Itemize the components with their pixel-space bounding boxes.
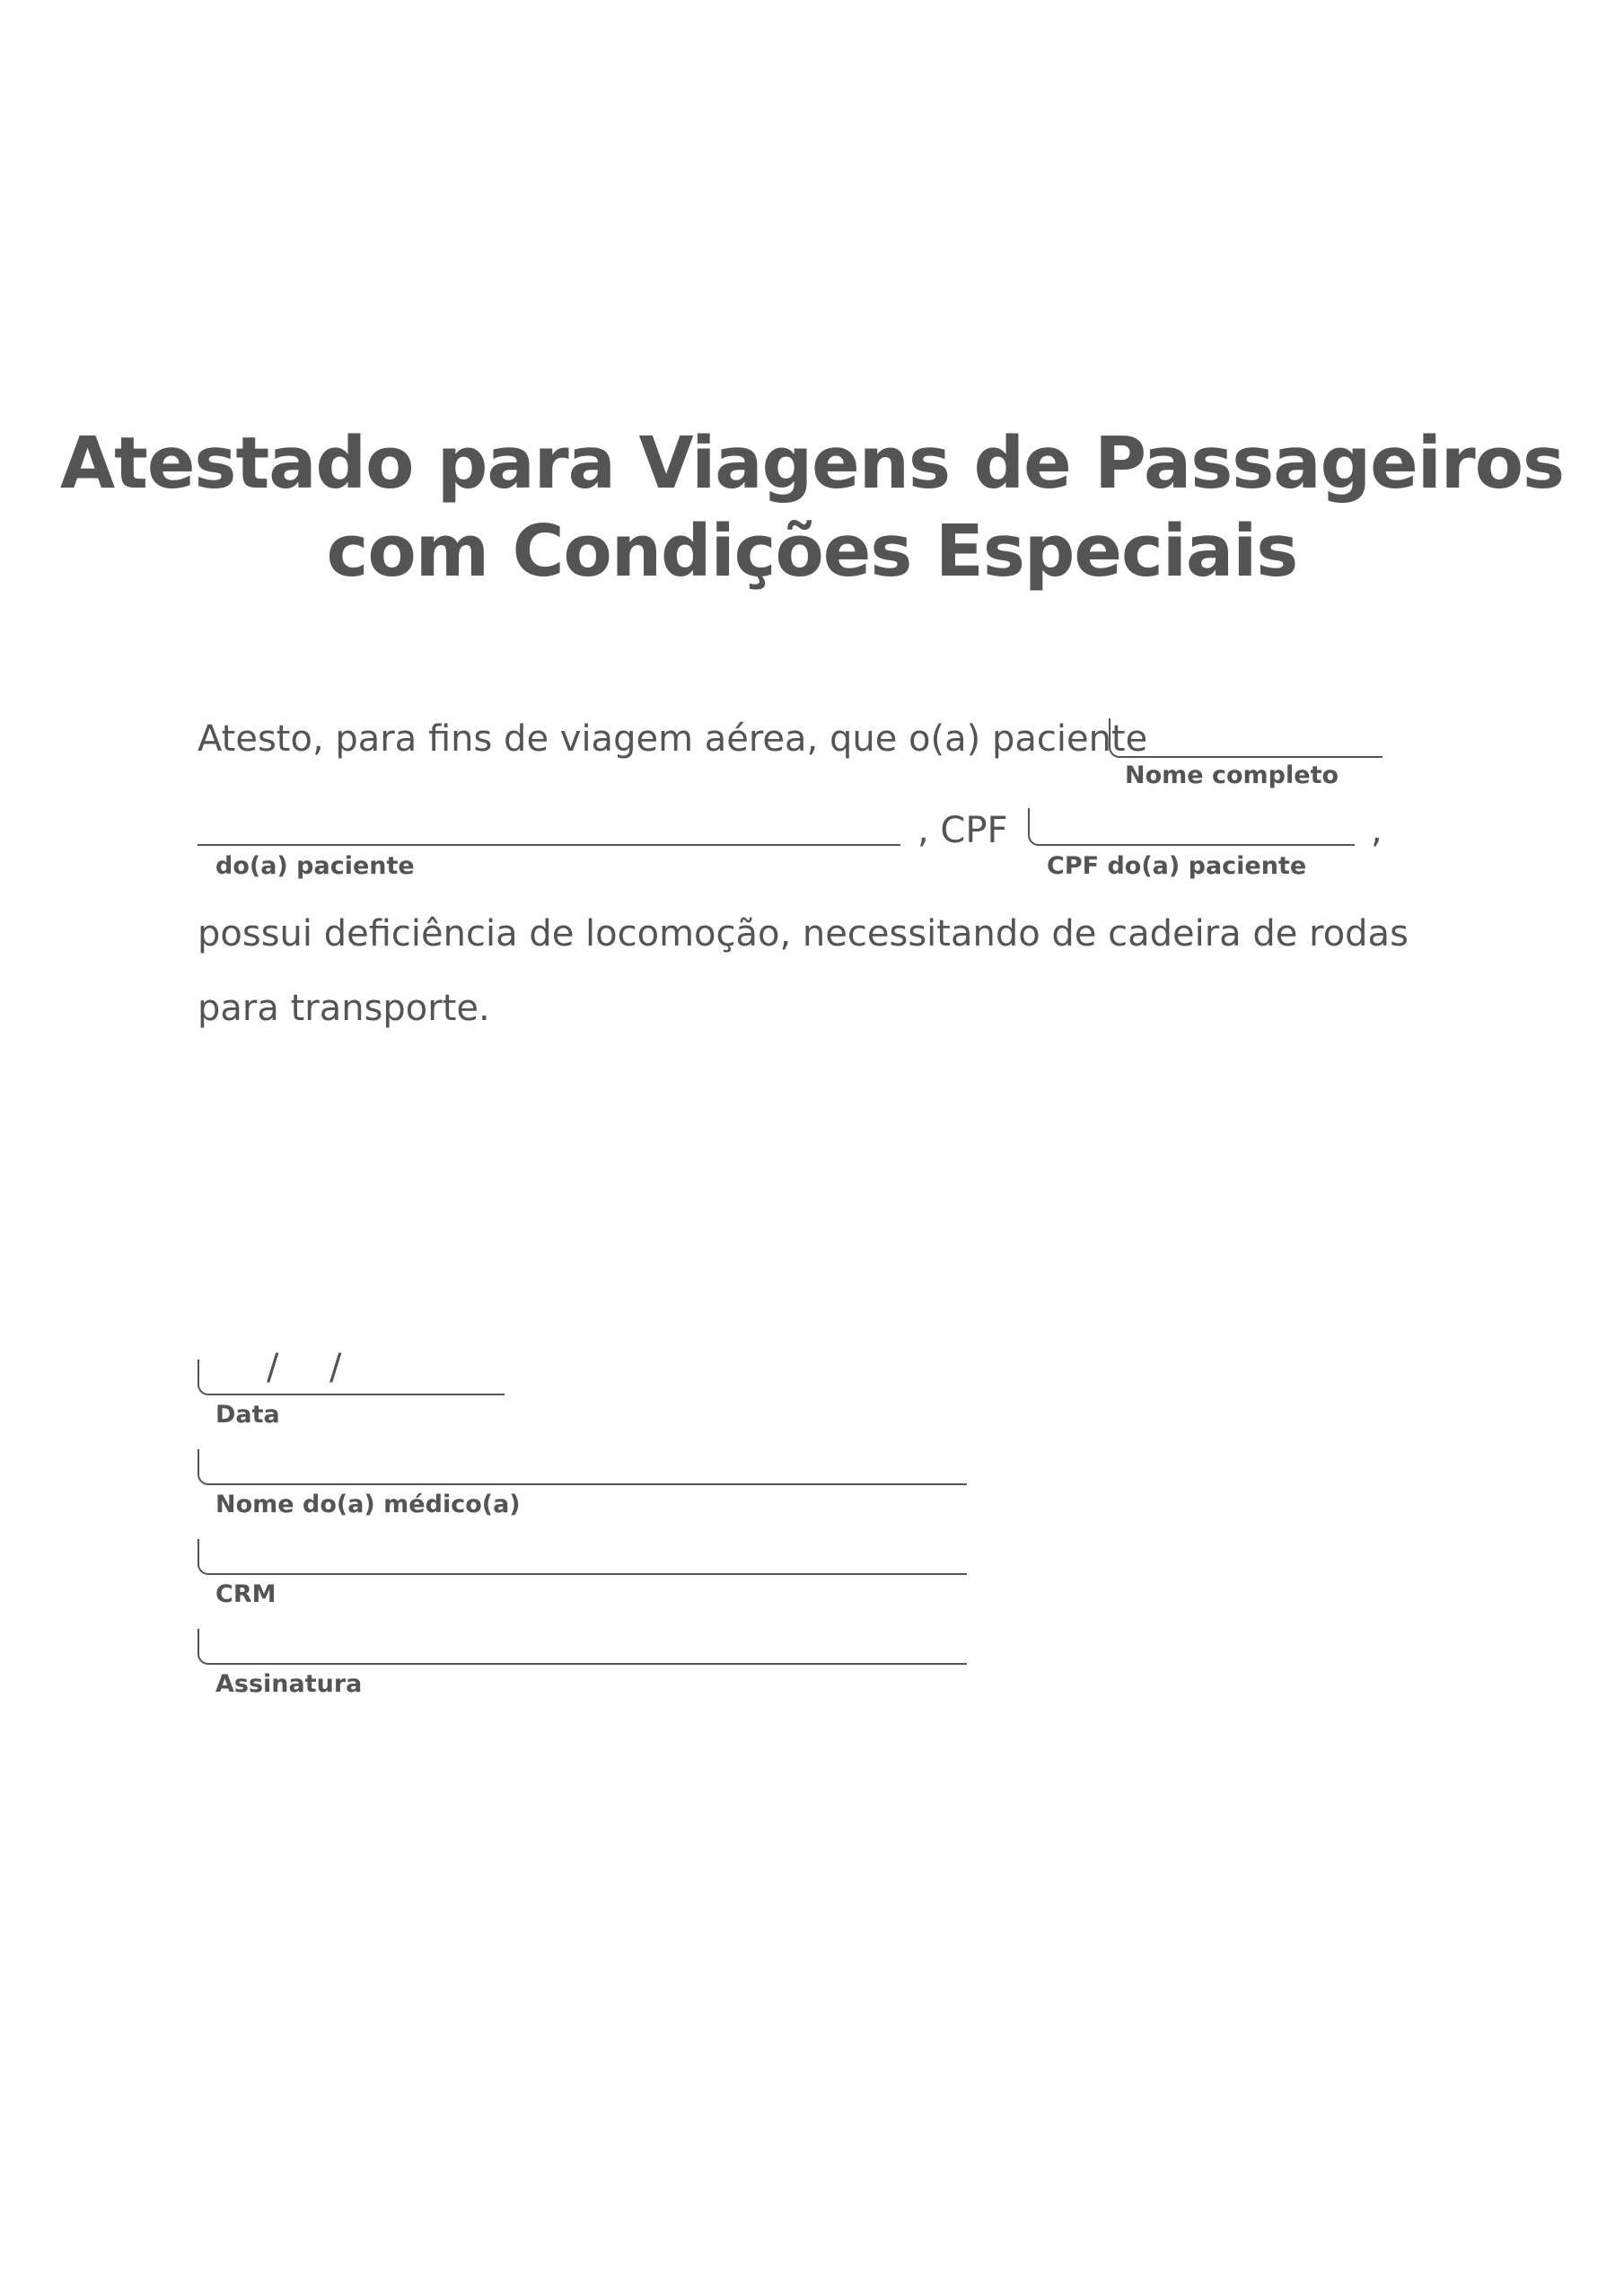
crm-label: CRM xyxy=(215,1580,277,1608)
crm-field[interactable] xyxy=(198,1539,967,1575)
date-field[interactable] xyxy=(198,1359,505,1395)
document-title-line-1: Atestado para Viagens de Passageiros xyxy=(59,422,1565,505)
cpf-label: CPF do(a) paciente xyxy=(1047,852,1307,880)
document-title-line-2: com Condições Especiais xyxy=(326,510,1298,593)
intro-text: Atesto, para fins de viagem aérea, que o(a) paciente xyxy=(198,718,1148,760)
comma: , xyxy=(1371,810,1383,851)
signature-field[interactable] xyxy=(198,1629,967,1665)
date-label: Data xyxy=(215,1401,280,1429)
patient-name-field-part-1[interactable] xyxy=(1109,718,1383,758)
doctor-name-field[interactable] xyxy=(198,1449,967,1485)
patient-name-label-continued: do(a) paciente xyxy=(215,852,415,880)
body-line-1: possui deficiência de locomoção, necessitando de cadeira de rodas xyxy=(198,913,1409,954)
patient-name-label: Nome completo xyxy=(1125,761,1339,789)
cpf-prefix: , CPF xyxy=(917,810,1008,851)
signature-label: Assinatura xyxy=(215,1670,363,1698)
body-line-2: para transporte. xyxy=(198,988,490,1029)
date-separator-1: / xyxy=(267,1347,279,1388)
date-separator-2: / xyxy=(329,1347,342,1388)
patient-name-field-part-2[interactable] xyxy=(198,844,900,846)
cpf-field[interactable] xyxy=(1028,808,1355,846)
doctor-name-label: Nome do(a) médico(a) xyxy=(215,1491,521,1518)
